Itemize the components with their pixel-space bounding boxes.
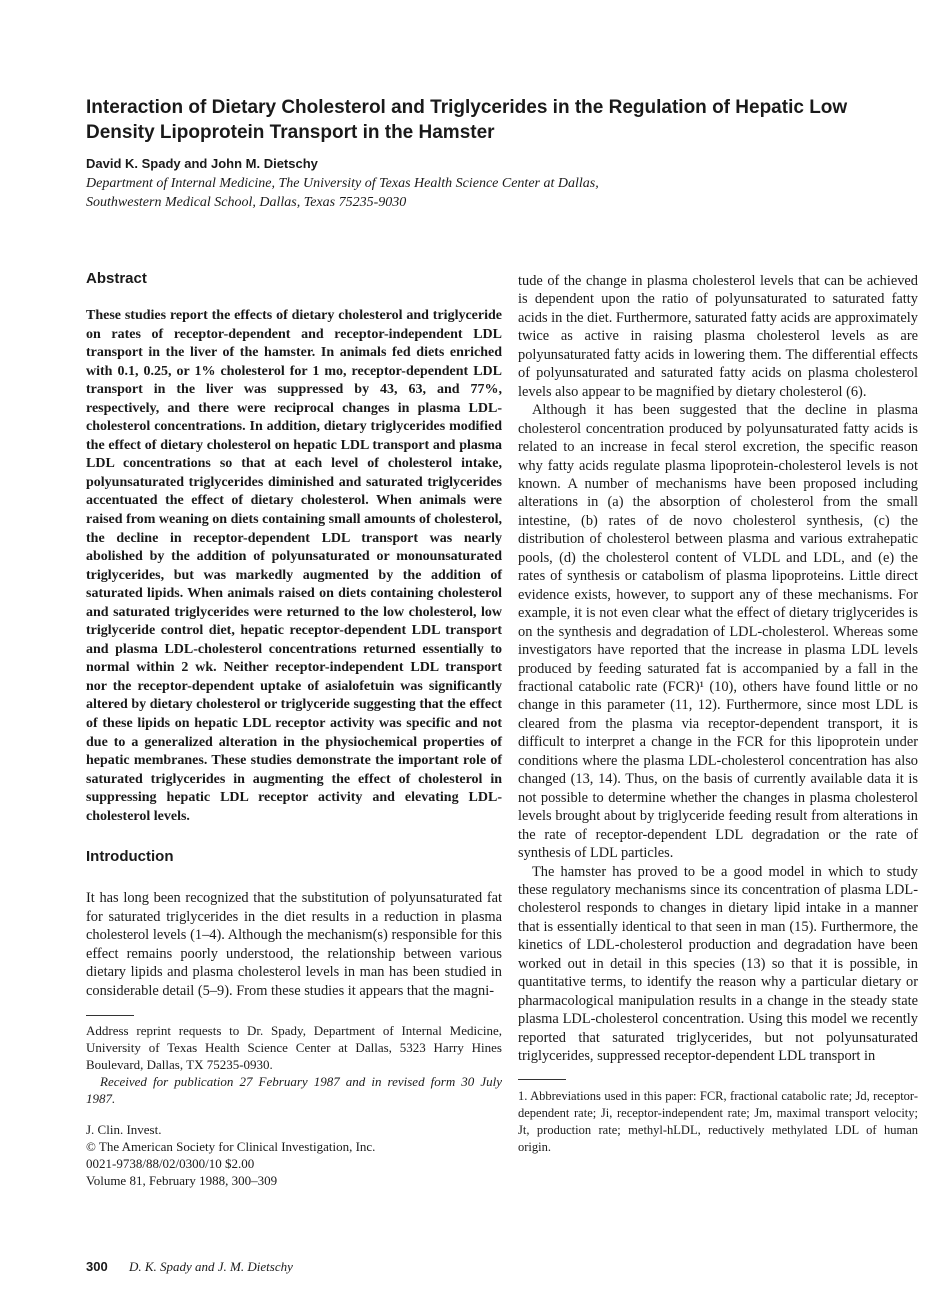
affiliation-line-2: Southwestern Medical School, Dallas, Texas 75235-9030 [86, 195, 407, 210]
introduction-paragraph-3: The hamster has proved to be a good model in which to study these regulatory mechanisms since its concentration of plasma LDL-cholesterol responds to changes in dietary lipid intake in a manner that is essentially identical to that seen in man (15). Furthermore, the kinetics of LDL-cholesterol production and degradation have been worked out in detail in this species (13) so that it is possible, in quantitative terms, to identify the reason why a particular dietary or pharmacological manipulation results in a change in the steady state plasma LDL-cholesterol concentration. Using this model we recently reported that saturated triglycerides, but not polyunsaturated triglycerides, suppressed receptor-dependent LDL transport in [518, 863, 918, 1065]
notes-divider [86, 1015, 134, 1016]
authors: David K. Spady and John M. Dietschy [86, 156, 318, 171]
journal-name: J. Clin. Invest. [86, 1122, 162, 1138]
abstract-heading: Abstract [86, 270, 147, 287]
affiliation [86, 174, 786, 212]
running-head: D. K. Spady and J. M. Dietschy [128, 1259, 293, 1274]
abstract-text: These studies report the effects of dietary cholesterol and triglyceride on rates of receptor-dependent and receptor-independent LDL transport in the liver of the hamster. In animals fed diets enriched with 0.1, 0.25, or 1% cholesterol for 1 mo, receptor-dependent LDL transport in the liver was suppressed by 43, 63, and 77%, respectively, and there were reciprocal changes in plasma LDL-cholesterol concentrations. In addition, dietary triglycerides modified the effect of dietary cholesterol on hepatic LDL transport and plasma LDL concentrations so that at each level of cholesterol intake, polyunsaturated triglycerides diminished and saturated triglycerides accentuated the effect of dietary cholesterol. When animals were raised from weaning on diets containing small amounts of cholesterol, the decline in receptor-dependent LDL transport was nearly abolished by the addition of polyunsaturated or monounsaturated triglycerides, but was markedly augmented by the addition of saturated lipids. When animals raised on diets containing cholesterol and saturated triglycerides were returned to the low cholesterol, low triglyceride control diet, hepatic receptor-dependent LDL transport and plasma LDL-cholesterol concentrations returned essentially to normal within 2 wk. Neither receptor-independent LDL transport nor the receptor-dependent uptake of asialofetuin was significantly altered by dietary cholesterol or triglyceride suggesting that the effect of these lipids on hepatic LDL receptor activity was specific and not due to a generalized alteration in the physiochemical properties of hepatic membranes. These studies demonstrate the important role of saturated triglycerides in augmenting the effect of cholesterol in suppressing hepatic LDL receptor activity and elevating LDL-cholesterol levels. [86, 308, 502, 824]
introduction-paragraph-1: It has long been recognized that the substitution of polyunsaturated fat for saturated triglycerides in the diet results in a reduction in plasma cholesterol levels (1–4). Although the mechanism(s) responsible for this effect remains poorly understood, the relationship between various dietary lipids and plasma cholesterol levels in man has been studied in considerable detail (5–9). From these studies it appears that the magni- [86, 890, 502, 999]
right-column [518, 272, 918, 1156]
page-footer [86, 1259, 293, 1275]
paper-title: Interaction of Dietary Cholesterol and Triglycerides in the Regulation of Hepatic Low Density Lipoprotein Transport in the Hamster [86, 97, 848, 143]
left-column [86, 270, 502, 1189]
affiliation-line-1: Department of Internal Medicine, The University of Texas Health Science Center at Dallas, [86, 176, 599, 191]
introduction-paragraph-2: Although it has been suggested that the decline in plasma cholesterol concentration produced by polyunsaturated fatty acids is related to an increase in fecal sterol excretion, the specific reason why fatty acids regulate plasma lipoprotein-cholesterol levels is not known. A number of mechanisms have been proposed including alterations in (a) the absorption of cholesterol from the small intestine, (b) rates of de novo cholesterol synthesis, (c) the distribution of cholesterol between plasma and various extrahepatic pools, (d) the cholesterol content of VLDL and LDL, and (e) the rates of synthesis or catabolism of plasma lipoproteins. Little direct evidence exists, however, to support any of these mechanisms. For example, it is not even clear what the effect of dietary triglycerides is on the synthesis and degradation of LDL-cholesterol. Whereas some investigators have reported that the increase in plasma LDL levels produced by feeding saturated fat is accompanied by a fall in the fractional catabolic rate (FCR)¹ (10), others have found little or no change in this parameter (11, 12). Furthermore, since most LDL is cleared from the plasma via receptor-dependent transport, it is difficult to interpret a change in the FCR for this lipoprotein under conditions where the plasma LDL-cholesterol concentration has also changed (13, 14). Thus, on the basis of currently available data it is not possible to determine whether the changes in plasma cholesterol levels brought about by triglyceride feeding result from alterations in the rate of receptor-dependent LDL degradation or the rate of synthesis of LDL particles. [518, 402, 918, 862]
introduction-paragraph-1-continued: tude of the change in plasma cholesterol levels that can be achieved is dependent upon the ratio of polyunsaturated to saturated fatty acids in the diet. Furthermore, saturated fatty acids are approximately twice as active in raising plasma cholesterol levels as are polyunsaturated fatty acids in lowering them. The differential effects of polyunsaturated and saturated fatty acids on plasma cholesterol levels also appear to be magnified by dietary cholesterol (6). [518, 273, 918, 400]
journal-info [86, 1121, 502, 1189]
footnote-divider [518, 1079, 566, 1080]
issn-line: 0021-9738/88/02/0300/10 $2.00 [86, 1156, 255, 1172]
page-number: 300 [86, 1259, 108, 1274]
abbreviations-footnote: 1. Abbreviations used in this paper: FCR, fractional catabolic rate; Jd, receptor-dependent rate; Ji, receptor-independent rate; Jm, maximal transport velocity; Jt, production rate; methyl-hLDL, reductively methylated LDL of human origin. [518, 1089, 918, 1155]
received-note: Received for publication 27 February 1987 and in revised form 30 July 1987. [86, 1074, 502, 1107]
reprint-note: Address reprint requests to Dr. Spady, Department of Internal Medicine, University of Texas Health Science Center at Dallas, 5323 Harry Hines Boulevard, Dallas, TX 75235-0930. [86, 1023, 502, 1073]
volume-line: Volume 81, February 1988, 300–309 [86, 1173, 278, 1189]
introduction-heading: Introduction [86, 848, 174, 866]
copyright-line: © The American Society for Clinical Investigation, Inc. [86, 1139, 376, 1155]
